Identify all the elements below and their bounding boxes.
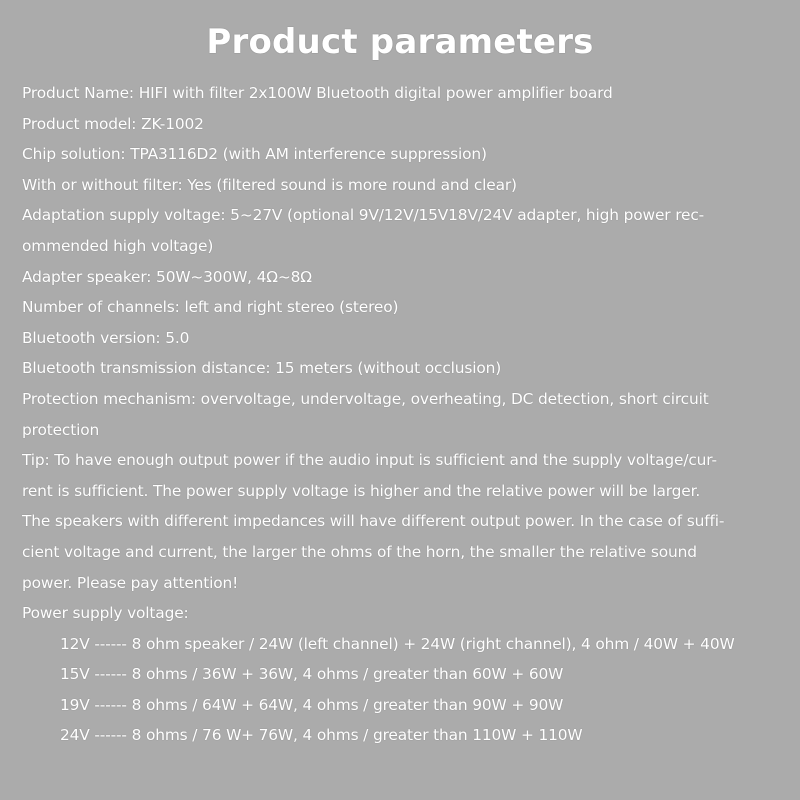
tip-line-1: Tip: To have enough output power if the audio input is sufficient and the supply voltage/cur- (22, 451, 717, 470)
bluetooth-version-line: Bluetooth version: 5.0 (22, 328, 190, 347)
supply-voltage-line-cont: ommended high voltage) (22, 236, 214, 255)
channels-line: Number of channels: left and right stereo (stereo) (22, 298, 399, 317)
tip-line-3: The speakers with different impedances will have different output power. In the case of suffi- (22, 512, 725, 531)
voltage-12v-line: 12V ------ 8 ohm speaker / 24W (left channel) + 24W (right channel), 4 ohm / 40W + 40W (60, 634, 735, 653)
product-model-line: Product model: ZK-1002 (22, 114, 204, 133)
voltage-19v-line: 19V ------ 8 ohms / 64W + 64W, 4 ohms / greater than 90W + 90W (60, 695, 564, 714)
product-name-line: Product Name: HIFI with filter 2x100W Bluetooth digital power amplifier board (22, 84, 613, 102)
page-title: Product parameters (206, 22, 594, 62)
filter-line: With or without filter: Yes (filtered sound is more round and clear) (22, 175, 517, 194)
voltage-15v-line: 15V ------ 8 ohms / 36W + 36W, 4 ohms / greater than 60W + 60W (60, 665, 564, 684)
bluetooth-distance-line: Bluetooth transmission distance: 15 meters (without occlusion) (22, 359, 502, 378)
adapter-speaker-line: Adapter speaker: 50W~300W, 4Ω~8Ω (22, 267, 312, 286)
tip-line-4: cient voltage and current, the larger the ohms of the horn, the smaller the relative sound (22, 542, 697, 561)
chip-solution-line: Chip solution: TPA3116D2 (with AM interference suppression) (22, 145, 487, 164)
supply-voltage-line: Adaptation supply voltage: 5~27V (optional 9V/12V/15V18V/24V adapter, high power rec- (22, 206, 705, 225)
protection-line: Protection mechanism: overvoltage, undervoltage, overheating, DC detection, short circuit (22, 389, 709, 408)
power-supply-heading: Power supply voltage: (22, 604, 189, 623)
parameter-list (22, 78, 792, 751)
protection-line-cont: protection (22, 420, 100, 439)
tip-line-5: power. Please pay attention! (22, 573, 239, 592)
tip-line-2: rent is sufficient. The power supply voltage is higher and the relative power will be larger. (22, 481, 701, 500)
voltage-24v-line: 24V ------ 8 ohms / 76 W+ 76W, 4 ohms / greater than 110W + 110W (60, 726, 583, 745)
